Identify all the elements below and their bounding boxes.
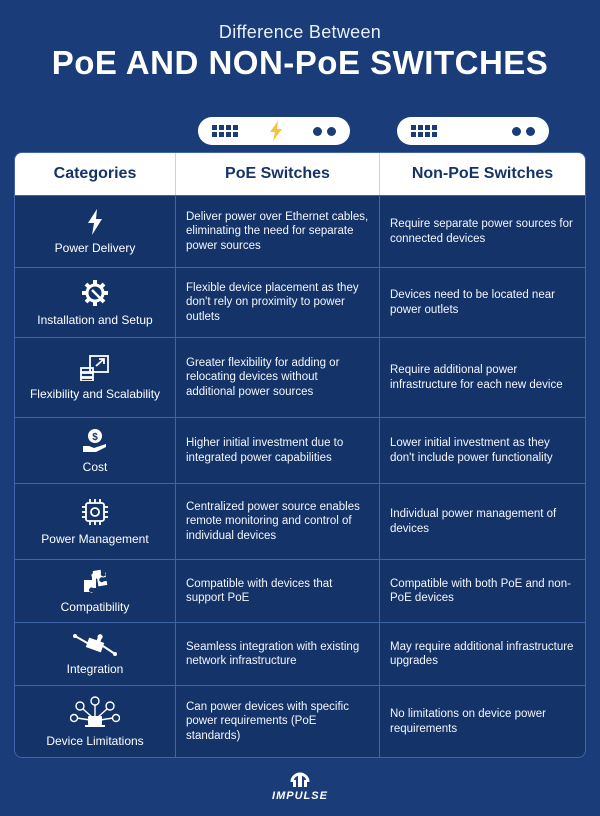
gear-wrench-icon <box>81 279 109 307</box>
expand-stack-icon <box>80 355 110 381</box>
non-poe-cell: Require separate power sources for connected devices <box>390 218 573 245</box>
chip-gear-icon <box>81 498 109 526</box>
column-header-non-poe: Non-PoE Switches <box>411 165 554 182</box>
comparison-table <box>14 152 586 758</box>
page-title: PoE AND NON-PoE SWITCHES <box>51 44 549 81</box>
category-cell <box>15 560 176 622</box>
poe-cell: Higher initial investment due to integrated power capabilities <box>176 418 380 483</box>
brand-name: IMPULSE <box>272 790 328 802</box>
puzzle-icon <box>82 568 108 594</box>
device-network-icon <box>70 696 120 728</box>
lightning-icon <box>268 121 284 141</box>
poe-cell: Can power devices with specific power requirements (PoE standards) <box>176 686 380 757</box>
status-leds-icon <box>512 127 535 136</box>
table-row <box>15 195 585 267</box>
category-cell <box>15 338 176 417</box>
poe-cell: Seamless integration with existing network infrastructure <box>176 623 380 685</box>
non-poe-cell: Devices need to be located near power outlets <box>390 289 555 316</box>
brand-logo <box>0 768 600 802</box>
table-row <box>15 559 585 622</box>
category-cell <box>15 686 176 757</box>
money-hand-icon <box>82 428 108 454</box>
poe-cell: Flexible device placement as they don't rely on proximity to power outlets <box>176 268 380 337</box>
table-header-row <box>15 153 585 195</box>
table-row <box>15 622 585 685</box>
category-label: Flexibility and Scalability <box>29 386 161 401</box>
category-label: Compatibility <box>60 600 130 614</box>
category-cell <box>15 268 176 337</box>
category-label: Power Management <box>41 531 149 546</box>
svg-text:$: $ <box>92 431 98 443</box>
lightning-icon <box>86 209 104 235</box>
poe-cell: Deliver power over Ethernet cables, eliminating the need for separate power sources <box>176 196 380 267</box>
poe-switch-graphic <box>198 117 350 145</box>
category-cell <box>15 418 176 483</box>
table-row <box>15 337 585 417</box>
category-label: Device Limitations <box>46 733 144 748</box>
poe-cell: Compatible with devices that support PoE <box>176 560 380 622</box>
non-poe-cell: No limitations on device power requirements <box>390 708 546 735</box>
category-cell <box>15 196 176 267</box>
category-label: Integration <box>66 662 124 676</box>
category-cell <box>15 484 176 559</box>
page-subtitle: Difference Between <box>218 22 382 42</box>
category-label: Installation and Setup <box>37 312 153 327</box>
non-poe-cell: Lower initial investment as they don't include power functionality <box>390 437 553 464</box>
category-label: Power Delivery <box>54 240 136 255</box>
non-poe-cell: Require additional power infrastructure for each new device <box>390 364 563 391</box>
ports-icon <box>212 125 238 137</box>
non-poe-cell: Compatible with both PoE and non-PoE devices <box>390 577 571 604</box>
column-header-poe: PoE Switches <box>176 153 380 195</box>
category-label: Cost <box>82 459 108 474</box>
impulse-logo-icon <box>289 768 311 788</box>
non-poe-cell: Individual power management of devices <box>390 508 557 535</box>
status-leds-icon <box>313 127 336 136</box>
puzzle-connect-icon <box>73 632 117 656</box>
non-poe-switch-graphic <box>397 117 549 145</box>
table-row <box>15 483 585 559</box>
non-poe-cell: May require additional infrastructure upgrades <box>390 640 574 667</box>
table-row <box>15 685 585 757</box>
table-row <box>15 267 585 337</box>
poe-cell: Centralized power source enables remote monitoring and control of individual devices <box>176 484 380 559</box>
column-header-categories: Categories <box>15 153 176 195</box>
category-cell <box>15 623 176 685</box>
table-row <box>15 417 585 483</box>
ports-icon <box>411 125 437 137</box>
poe-cell: Greater flexibility for adding or relocating devices without additional power sources <box>176 338 380 417</box>
